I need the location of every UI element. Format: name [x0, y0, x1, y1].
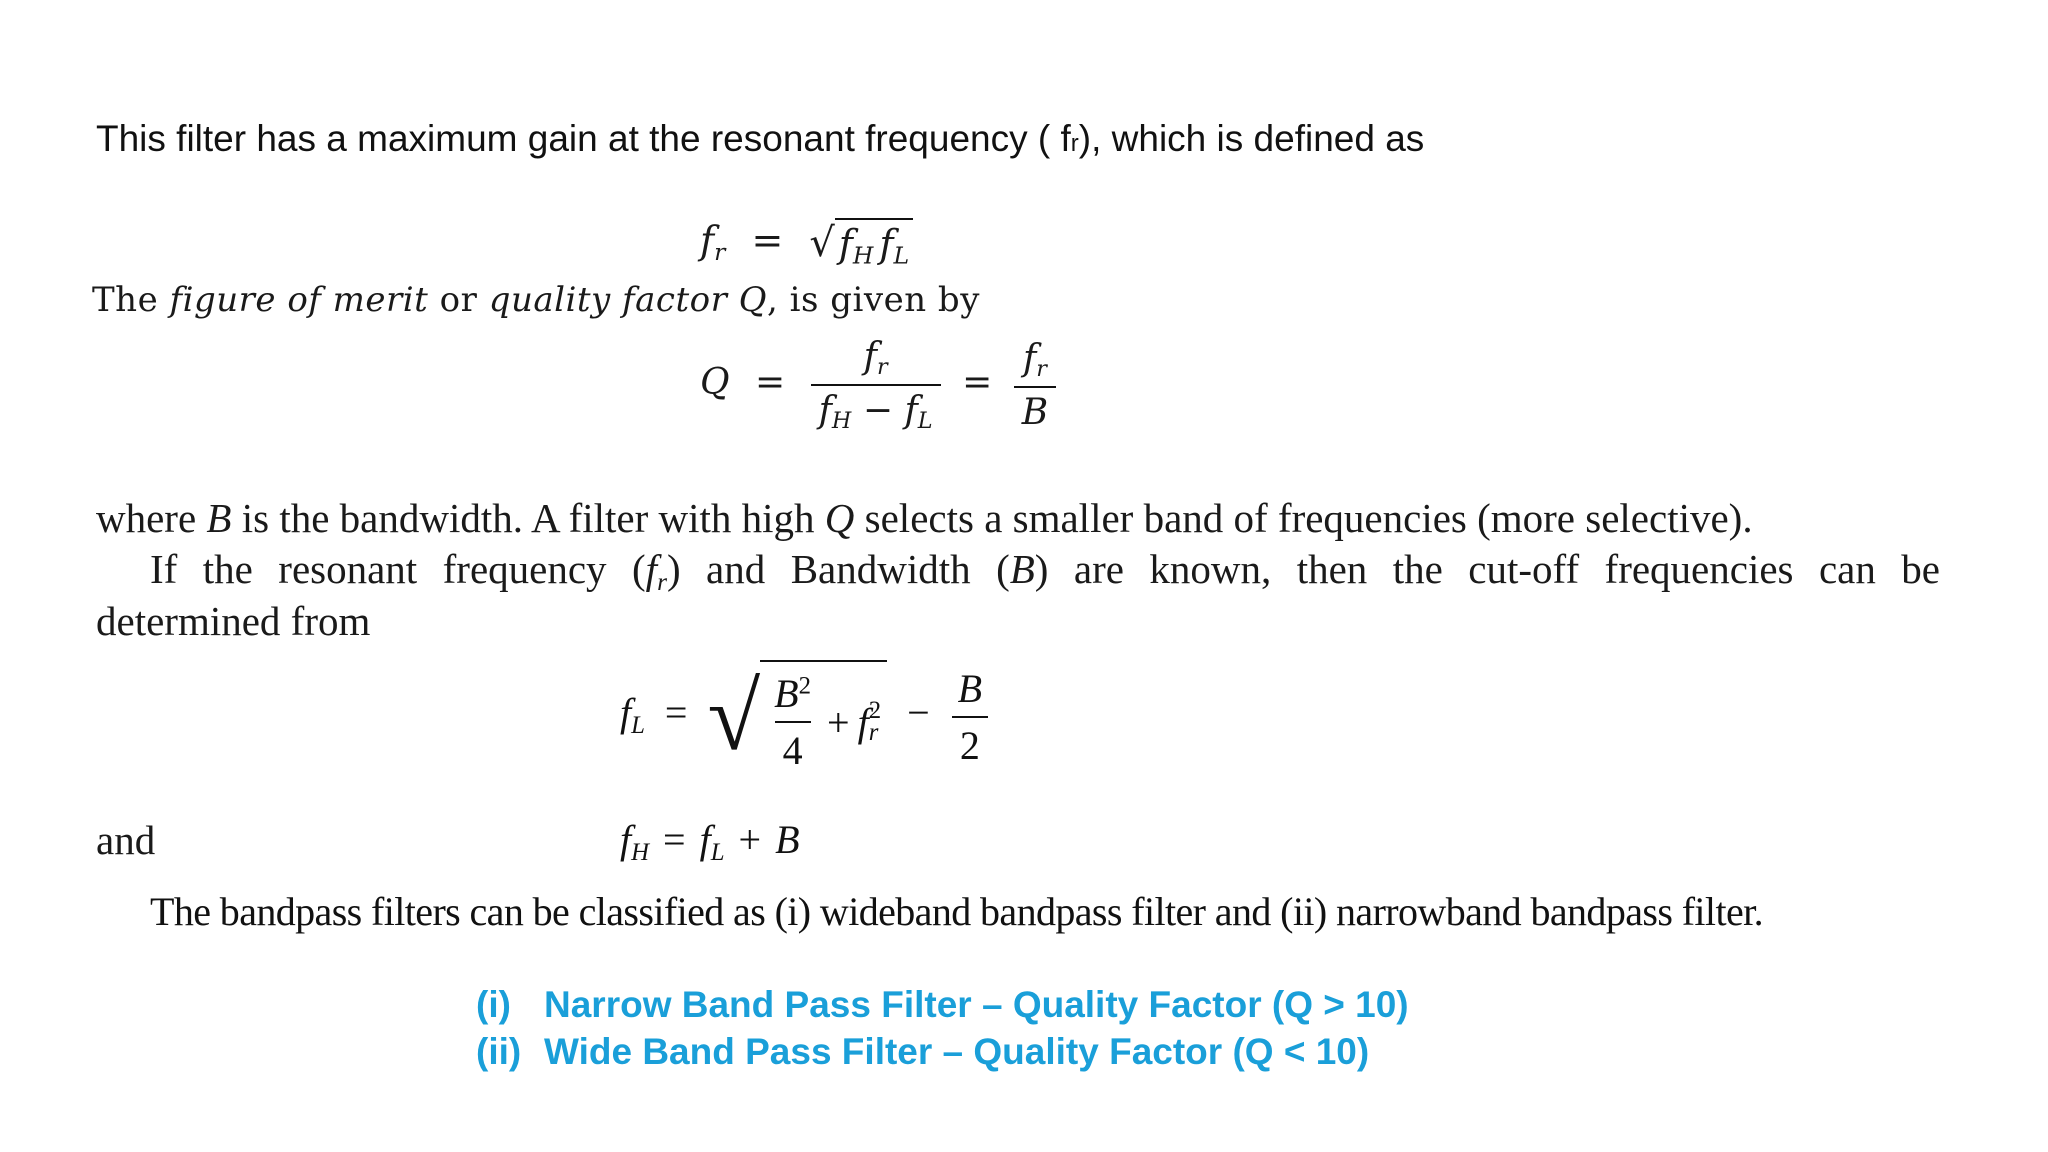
eq2-den-fl: f: [904, 390, 918, 432]
qline-italic1: figure of merit: [169, 280, 429, 320]
eq2-num-sub: r: [876, 354, 888, 381]
eq3-fr-sub: r: [868, 719, 879, 746]
eq2-num2-f: f: [1022, 337, 1037, 379]
eq2-num-f: f: [863, 336, 877, 377]
paragraph-cutoff: [150, 545, 1940, 597]
eq2-den: [811, 384, 941, 434]
eq1-fl: f: [879, 222, 894, 266]
classification-number: (i): [476, 984, 511, 1025]
eq2-den-fl-sub: L: [917, 408, 933, 435]
eq1-equals: =: [751, 218, 784, 263]
eq1-radicand: [835, 218, 913, 270]
paragraph-determined: determined from: [96, 598, 371, 644]
eq2-den-fh: f: [818, 390, 832, 432]
eq2-den2: B: [1014, 386, 1056, 433]
qline-part3: , is given by: [767, 280, 980, 320]
radical-symbol: √: [707, 663, 761, 770]
eq3-fr-sup: 2: [868, 696, 882, 724]
eq2-den-fh-sub: H: [831, 408, 852, 435]
eq2-lhs: Q: [700, 362, 730, 404]
classification-text: Wide Band Pass Filter – Quality Factor (Q < 10): [544, 1031, 1370, 1072]
eq4-plus: +: [738, 817, 762, 862]
intro-subscript: r: [1070, 130, 1079, 157]
p2-b: f: [645, 546, 658, 592]
p2-c: ) and Bandwidth (: [666, 546, 1010, 592]
eq3-b-sup: 2: [798, 672, 812, 700]
eq1-fh: f: [838, 222, 853, 266]
eq4-b: B: [775, 817, 800, 862]
eq1-fl-sub: L: [893, 241, 910, 270]
eq2-equals: =: [754, 362, 786, 404]
lower-cutoff-equation: [620, 660, 990, 774]
upper-cutoff-equation: [620, 816, 800, 867]
classification-item-narrow: [476, 984, 1409, 1026]
radical-symbol: √: [809, 219, 835, 266]
eq3-minus: −: [907, 690, 930, 736]
intro-text-before: This filter has a maximum gain at the resonant frequency ( f: [96, 118, 1071, 159]
eq3-fr: f: [857, 699, 869, 745]
eq2-num2: [1015, 338, 1055, 386]
eq3-sqrt: [707, 660, 887, 774]
qline-italic2: quality factor Q: [488, 280, 768, 320]
eq1-lhs-sub: r: [714, 237, 726, 266]
eq3-num: [766, 670, 819, 721]
resonant-frequency-equation: [700, 218, 913, 270]
eq2-equals-2: =: [962, 362, 993, 404]
p2-e: ) are known, then the cut-off frequencies can be: [1034, 546, 1940, 592]
eq3-b: B: [774, 671, 799, 716]
eq2-num: [856, 336, 896, 384]
p2-d: B: [1009, 546, 1035, 592]
classification-item-wide: [476, 1031, 1369, 1073]
eq1-fh-sub: H: [852, 241, 874, 270]
qline-part2: or: [428, 280, 489, 320]
quality-factor-equation: [700, 336, 1056, 434]
eq3-lhs-sub: L: [631, 712, 645, 740]
eq2-minus: −: [862, 390, 894, 432]
eq4-equals: =: [663, 817, 686, 862]
p2-a: If the resonant frequency (: [150, 546, 646, 592]
intro-text: [96, 118, 1424, 160]
paragraph-classification: The bandpass filters can be classified as (i) wideband bandpass filter and (ii) narrowband bandpass filter.: [150, 889, 1764, 934]
eq3-radicand: [760, 660, 887, 774]
p1-c: is the bandwidth. A filter with high: [231, 495, 825, 541]
eq2-num2-sub: r: [1036, 355, 1047, 382]
qline-part1: The: [92, 280, 170, 320]
p1-d: Q: [824, 495, 855, 541]
eq4-lhs-sub: H: [631, 838, 650, 866]
p2-b-sub: r: [657, 568, 667, 597]
eq3-plus: +: [827, 699, 850, 745]
paragraph-bandwidth: [96, 494, 1753, 542]
p1-a: where: [96, 495, 207, 541]
eq3-equals: =: [664, 690, 688, 736]
eq2-fraction-1: [811, 336, 941, 434]
eq3-fr-scripts: [868, 696, 882, 746]
eq3-frac-b-2: [950, 665, 990, 769]
p1-e: selects a smaller band of frequencies (more selective).: [854, 495, 1753, 541]
eq1-lhs: f: [700, 218, 715, 263]
intro-text-after: ), which is defined as: [1078, 118, 1425, 159]
quality-factor-definition: [92, 280, 980, 320]
classification-number: (ii): [476, 1031, 522, 1072]
eq3-b2: B: [957, 666, 983, 711]
eq4-fl-sub: L: [710, 838, 725, 866]
eq3-lhs: f: [620, 690, 632, 736]
p1-b: B: [206, 495, 232, 541]
classification-text: Narrow Band Pass Filter – Quality Factor (Q > 10): [544, 984, 1409, 1025]
eq1-sqrt: [809, 218, 913, 270]
eq3-two: 2: [952, 716, 988, 769]
eq4-fl: f: [699, 817, 711, 862]
eq2-fraction-2: [1014, 338, 1056, 433]
and-label: and: [96, 817, 156, 863]
eq4-lhs: f: [620, 817, 632, 862]
eq3-frac-b2: [766, 670, 819, 774]
eq3-four: 4: [775, 721, 811, 774]
